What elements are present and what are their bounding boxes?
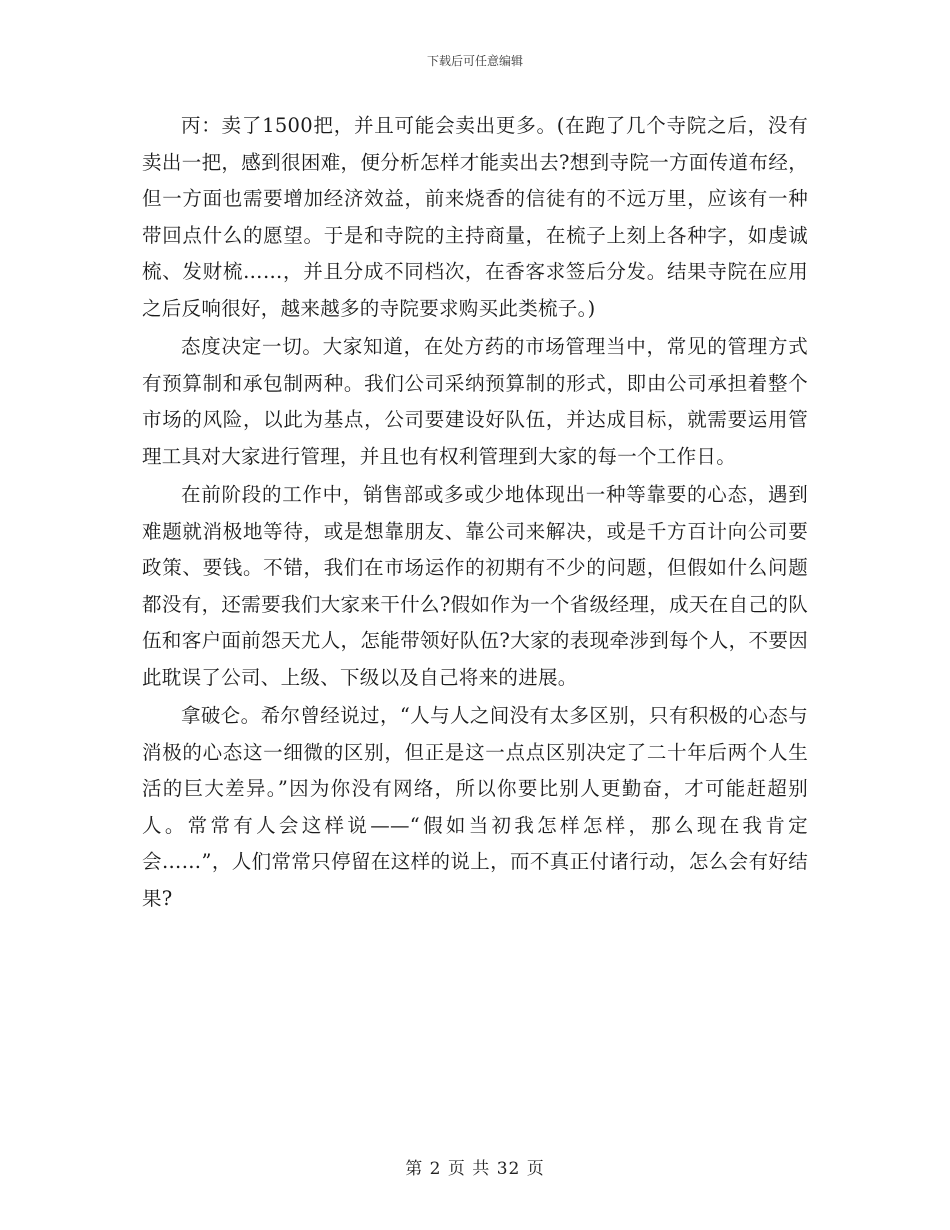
paragraph: 在前阶段的工作中，销售部或多或少地体现出一种等靠要的心态，遇到难题就消极地等待，或是想靠朋友、靠公司来解决，或是千方百计向公司要政策、要钱。不错，我们在市场运作的初期有不少的问题，但假如什么问题都没有，还需要我们大家来干什么?假如作为一个省级经理，成天在自己的队伍和客户面前怨天尤人，怎能带领好队伍?大家的表现牵涉到每个人，不要因此耽误了公司、上级、下级以及自己将来的进展。 <box>142 483 808 689</box>
paragraph: 拿破仑。希尔曾经说过，“人与人之间没有太多区别，只有积极的心态与消极的心态这一细微的区别，但正是这一点点区别决定了二十年后两个人生活的巨大差异。”因为你没有网络，所以你要比别人更勤奋，才可能赶超别人。常常有人会这样说——“假如当初我怎样怎样，那么现在我肯定会……”，人们常常只停留在这样的说上，而不真正付诸行动，怎么会有好结果? <box>142 704 808 910</box>
paragraph: 丙：卖了1500把，并且可能会卖出更多。(在跑了几个寺院之后，没有卖出一把，感到很困难，便分析怎样才能卖出去?想到寺院一方面传道布经，但一方面也需要增加经济效益，前来烧香的信徒有的不远万里，应该有一种带回点什么的愿望。于是和寺院的主持商量，在梳子上刻上各种字，如虔诚梳、发财梳……，并且分成不同档次，在香客求签后分发。结果寺院在应用之后反响很好，越来越多的寺院要求购买此类梳子。) <box>142 114 808 320</box>
document-body <box>142 108 808 919</box>
page-number-footer: 第 2 页 共 32 页 <box>405 1159 545 1179</box>
page-header: 下载后可任意编辑 <box>426 54 523 68</box>
paragraph: 态度决定一切。大家知道，在处方药的市场管理当中，常见的管理方式有预算制和承包制两种。我们公司采纳预算制的形式，即由公司承担着整个市场的风险，以此为基点，公司要建设好队伍，并达成目标，就需要运用管理工具对大家进行管理，并且也有权利管理到大家的每一个工作日。 <box>142 335 808 468</box>
